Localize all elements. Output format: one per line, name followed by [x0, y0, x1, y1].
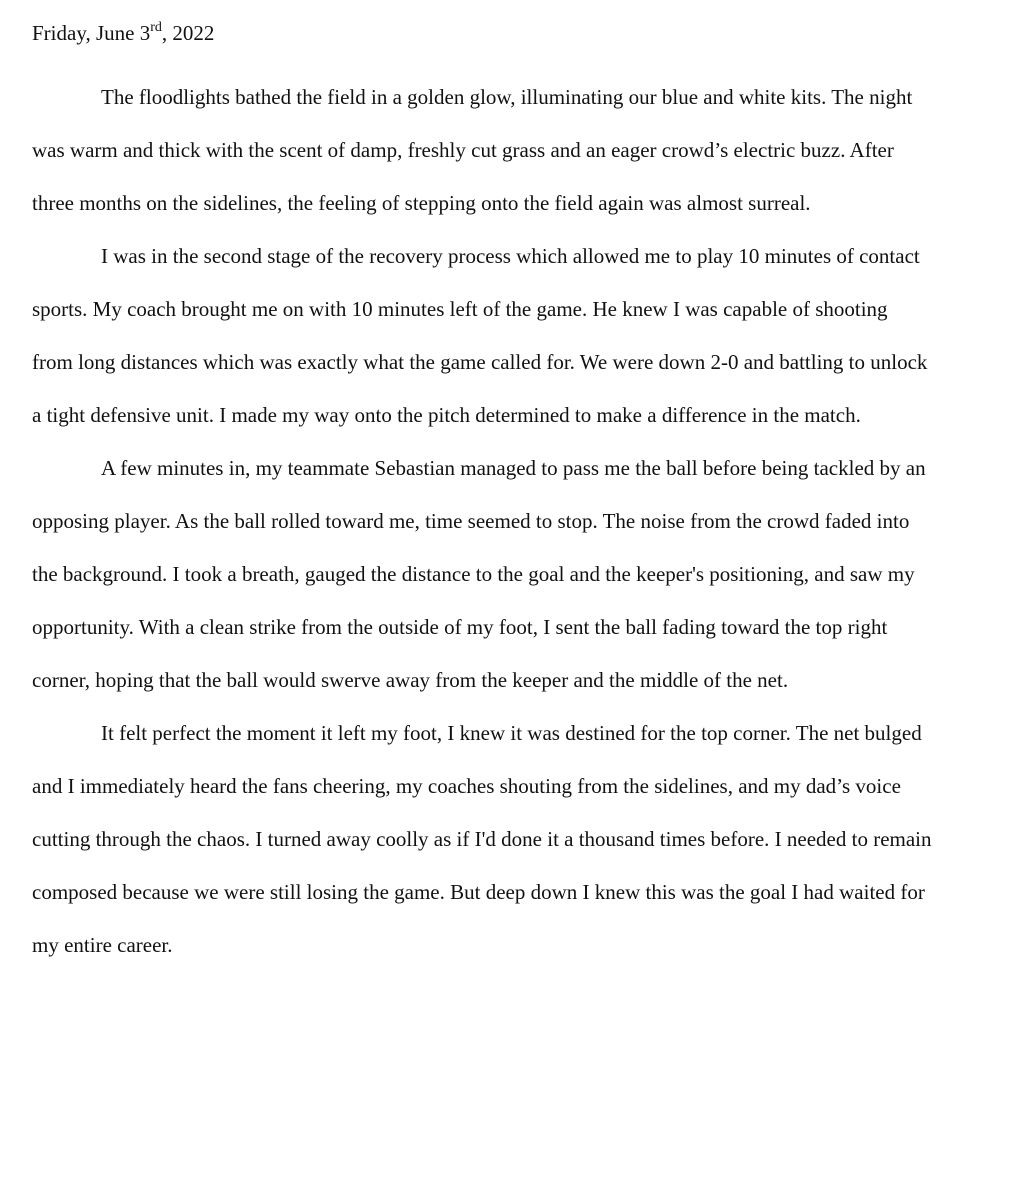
paragraph-2: I was in the second stage of the recovery process which allowed me to play 10 minutes of contact sports. My coach brought me on with 10 minutes left of the game. He knew I was capable of shooting from long distances which was exactly what the game called for. We were down 2-0 and battling to unlock a tight defensive unit. I made my way onto the pitch determined to make a difference in the match.: [32, 244, 928, 427]
date-ordinal-suffix: rd: [150, 20, 162, 35]
date-year: , 2022: [161, 21, 215, 45]
paragraph-3: A few minutes in, my teammate Sebastian managed to pass me the ball before being tackled by an opposing player. As the ball rolled toward me, time seemed to stop. The noise from the crowd faded into the background. I took a breath, gauged the distance to the goal and the keeper's positioning, and saw my opportunity. With a clean strike from the outside of my foot, I sent the ball fading toward the top right corner, hoping that the ball would swerve away from the keeper and the middle of the net.: [32, 456, 926, 692]
paragraph-4: It felt perfect the moment it left my foot, I knew it was destined for the top corner. The net bulged and I immediately heard the fans cheering, my coaches shouting from the sidelines, and my dad’s voice cutting through the chaos. I turned away coolly as if I'd done it a thousand times before. I needed to remain composed because we were still losing the game. But deep down I knew this was the goal I had waited for my entire career.: [32, 721, 932, 957]
date-heading: [32, 19, 214, 47]
date-prefix: Friday, June 3: [32, 21, 151, 45]
paragraph-1: The floodlights bathed the field in a golden glow, illuminating our blue and white kits. The night was warm and thick with the scent of damp, freshly cut grass and an eager crowd’s electric buzz. After three months on the sidelines, the feeling of stepping onto the field again was almost surreal.: [32, 85, 913, 215]
essay-body: [32, 71, 932, 972]
